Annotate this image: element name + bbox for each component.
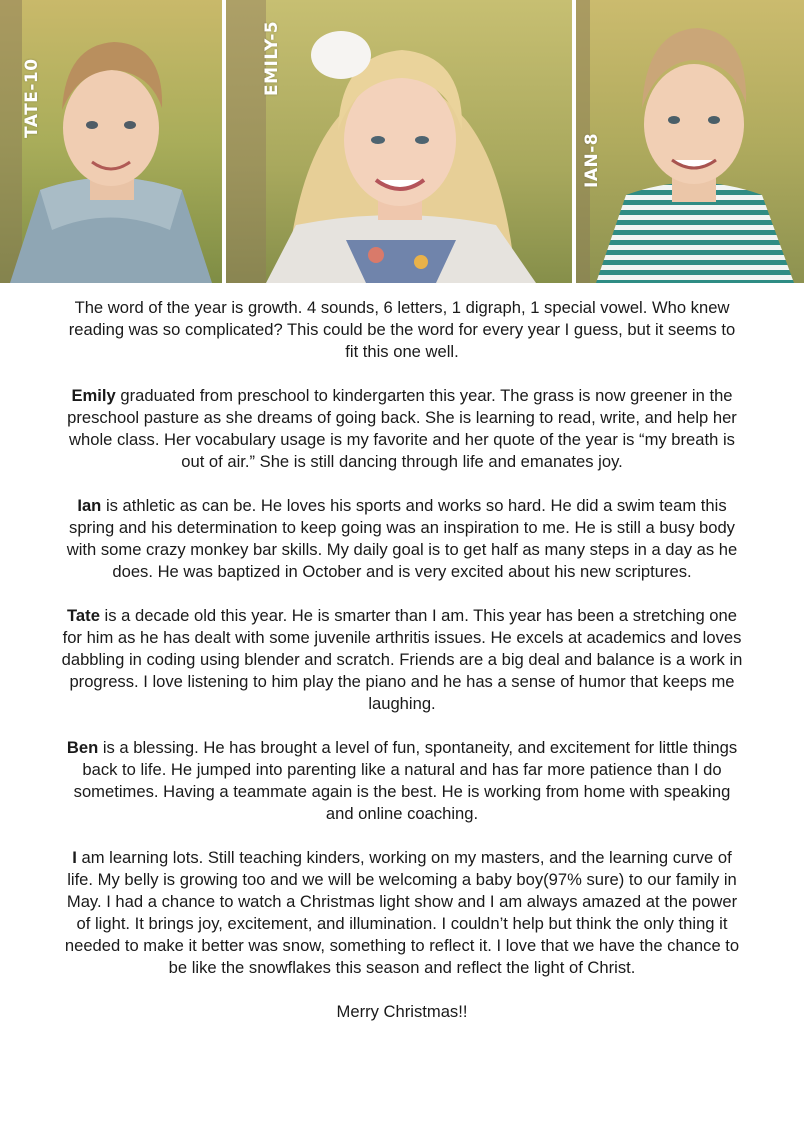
tate-name: Tate <box>67 606 100 625</box>
emily-label: EMILY-5 <box>262 20 282 96</box>
me-text: am learning lots. Still teaching kinders, working on my masters, and the learning curve of life. My belly is growing too and we will be welcoming a baby boy(97% sure) to our family in May. I had a chance to watch a Christmas light show and I am always amazed at the power of light. It brings joy, excitement, and illumination. I couldn’t help but think the only thing it needed to make it better was snow, something to reflect it. I love that we have the chance to be like the snowflakes this season and reflect the light of Christ. <box>64 848 740 977</box>
ian-name: Ian <box>77 496 102 515</box>
photo-tate <box>0 0 222 283</box>
ben-text: is a blessing. He has brought a level of fun, spontaneity, and excitement for little things back to life. He jumped into parenting like a natural and has far more patience than I do sometimes. Having a teammate again is the best. He is working from home with speaking and online coaching. <box>73 738 738 823</box>
letter-body <box>60 297 744 1045</box>
emily-name: Emily <box>71 386 116 405</box>
ben-paragraph <box>60 737 744 825</box>
emily-text: graduated from preschool to kindergarten this year. The grass is now greener in the preschool pasture as she dreams of going back. She is learning to read, write, and help her whole class. Her vocabulary usage is my favorite and her quote of the year is “my breath is out of air.” She is still dancing through life and emanates joy. <box>67 386 737 471</box>
ian-text: is athletic as can be. He loves his sports and works so hard. He did a swim team this spring and his determination to keep going was an inspiration to me. He is still a busy body with some crazy monkey bar skills. My daily goal is to get half as many steps in a day as he does. He was baptized in October and is very excited about his new scriptures. <box>66 496 738 581</box>
me-name: I <box>72 848 77 867</box>
ian-label: IAN-8 <box>582 132 602 188</box>
tate-paragraph <box>60 605 744 715</box>
photo-strip <box>0 0 804 283</box>
emily-paragraph <box>60 385 744 473</box>
tate-label: TATE-10 <box>22 58 42 138</box>
ben-name: Ben <box>66 738 99 757</box>
photo-ian <box>576 0 804 283</box>
tate-text: is a decade old this year. He is smarter than I am. This year has been a stretching one for him as he has dealt with some juvenile arthritis issues. He excels at academics and loves dabbling in coding using blender and scratch. Friends are a big deal and balance is a work in progress. I love listening to him play the piano and he has a sense of humor that keeps me laughing. <box>61 606 743 713</box>
me-paragraph <box>60 847 744 979</box>
ian-paragraph <box>60 495 744 583</box>
closing-line: Merry Christmas!! <box>336 1002 468 1021</box>
intro-paragraph: The word of the year is growth. 4 sounds, 6 letters, 1 digraph, 1 special vowel. Who knew reading was so complicated? This could be the word for every year I guess, but it seems to fit this one well. <box>68 298 736 361</box>
